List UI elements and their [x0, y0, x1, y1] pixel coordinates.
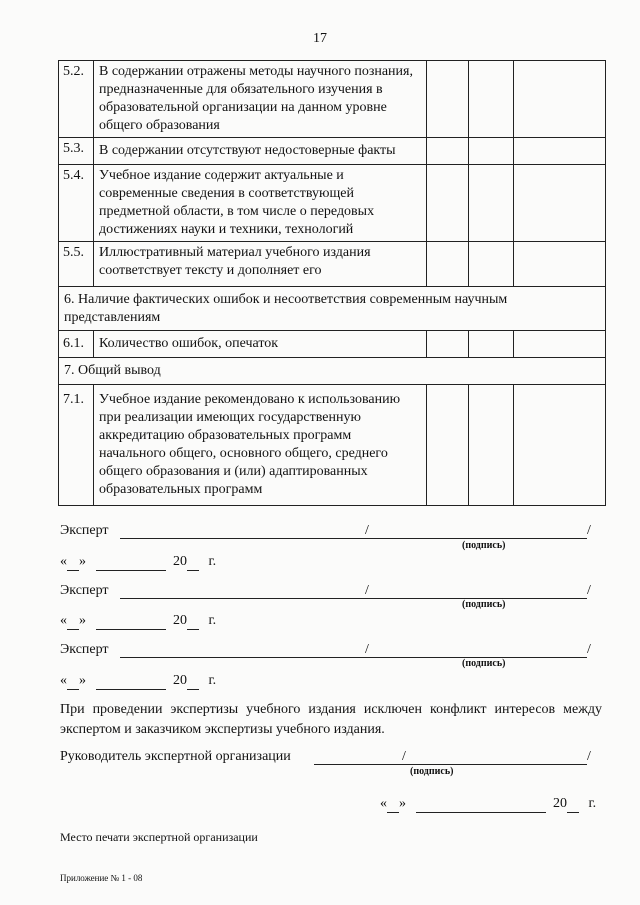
criterion-text: В содержании отсутствуют недостоверные факты [94, 138, 427, 165]
expert-date [60, 553, 216, 571]
expert-date [60, 612, 216, 630]
mark-cell [427, 138, 469, 165]
stamp-note: Место печати экспертной организации [60, 830, 258, 844]
table-section-row [59, 287, 606, 331]
year-suffix: г. [208, 554, 217, 569]
criteria-table [58, 60, 606, 506]
year-prefix: 20 [553, 796, 567, 811]
expert-signature-line [60, 641, 604, 661]
row-number: 6.1. [59, 331, 94, 358]
year-prefix: 20 [173, 613, 187, 628]
table-row [59, 138, 606, 165]
mark-cell [469, 331, 514, 358]
table-row [59, 385, 606, 506]
table-row [59, 331, 606, 358]
signature-caption: (подпись) [462, 599, 506, 610]
slash: / [402, 749, 406, 764]
mark-cell [469, 385, 514, 506]
slash: / [365, 583, 369, 598]
expert-date [60, 672, 216, 690]
slash: / [587, 749, 591, 764]
comment-cell [514, 385, 606, 506]
year-suffix: г. [208, 613, 217, 628]
mark-cell [427, 165, 469, 242]
slash: / [365, 523, 369, 538]
comment-cell [514, 138, 606, 165]
comment-cell [514, 331, 606, 358]
comment-cell [514, 61, 606, 138]
month-field[interactable] [416, 796, 546, 813]
expert-label: Эксперт [60, 642, 109, 657]
expert-signature-line [60, 582, 604, 602]
year-field[interactable] [187, 673, 199, 690]
page-number: 17 [313, 31, 327, 46]
month-field[interactable] [96, 613, 166, 630]
attachment-note: Приложение № 1 - 08 [60, 873, 143, 883]
mark-cell [469, 242, 514, 287]
row-number: 5.3. [59, 138, 94, 165]
date-open: « [60, 673, 67, 688]
year-field[interactable] [187, 554, 199, 571]
slash: / [365, 642, 369, 657]
comment-cell [514, 165, 606, 242]
section-heading: 6. Наличие фактических ошибок и несоответствия современным научным представлениям [59, 287, 606, 331]
row-number: 5.5. [59, 242, 94, 287]
signature-caption: (подпись) [462, 540, 506, 551]
criterion-text: В содержании отражены методы научного познания, предназначенные для обязательного изучения в образовательной организации на данном уровне общего образования [94, 61, 427, 138]
expert-signature-field[interactable] [375, 582, 587, 599]
head-signature-line [60, 748, 604, 768]
expert-label: Эксперт [60, 583, 109, 598]
date-open: « [60, 554, 67, 569]
expert-signature-field[interactable] [375, 522, 587, 539]
expert-label: Эксперт [60, 523, 109, 538]
conflict-of-interest-statement: При проведении экспертизы учебного издания исключен конфликт интересов между экспертом и заказчиком экспертизы учебного издания. [60, 702, 602, 737]
date-close: » [79, 613, 86, 628]
mark-cell [469, 165, 514, 242]
expert-signature-line [60, 522, 604, 542]
criterion-text: Учебное издание рекомендовано к использованию при реализации имеющих государственную аккредитацию образовательных программ начального общего, основного общего, среднего общего образования и (или) адаптированных образовательных программ [94, 385, 427, 506]
year-suffix: г. [588, 796, 597, 811]
head-date [380, 795, 596, 813]
mark-cell [469, 138, 514, 165]
day-field[interactable] [67, 613, 79, 630]
date-close: » [79, 673, 86, 688]
row-number: 7.1. [59, 385, 94, 506]
criterion-text: Количество ошибок, опечаток [94, 331, 427, 358]
year-field[interactable] [567, 796, 579, 813]
year-suffix: г. [208, 673, 217, 688]
mark-cell [427, 242, 469, 287]
date-open: « [380, 796, 387, 811]
day-field[interactable] [67, 673, 79, 690]
signature-caption: (подпись) [462, 658, 506, 669]
date-close: » [79, 554, 86, 569]
table-section-row [59, 358, 606, 385]
date-open: « [60, 613, 67, 628]
table-row [59, 165, 606, 242]
section-heading: 7. Общий вывод [59, 358, 606, 385]
signature-caption: (подпись) [410, 766, 454, 777]
mark-cell [427, 61, 469, 138]
month-field[interactable] [96, 554, 166, 571]
row-number: 5.2. [59, 61, 94, 138]
comment-cell [514, 242, 606, 287]
expert-signature-field[interactable] [375, 641, 587, 658]
day-field[interactable] [67, 554, 79, 571]
month-field[interactable] [96, 673, 166, 690]
table-row [59, 242, 606, 287]
date-close: » [399, 796, 406, 811]
year-prefix: 20 [173, 554, 187, 569]
day-field[interactable] [387, 796, 399, 813]
criterion-text: Иллюстративный материал учебного издания соответствует тексту и дополняет его [94, 242, 427, 287]
mark-cell [427, 385, 469, 506]
row-number: 5.4. [59, 165, 94, 242]
head-name-field[interactable] [410, 748, 587, 765]
criterion-text: Учебное издание содержит актуальные и современные сведения в соответствующей предметной области, в том числе о передовых достижениях науки и техники, технологий [94, 165, 427, 242]
mark-cell [427, 331, 469, 358]
year-prefix: 20 [173, 673, 187, 688]
slash: / [587, 583, 591, 598]
slash: / [587, 642, 591, 657]
year-field[interactable] [187, 613, 199, 630]
table-row [59, 61, 606, 138]
head-label: Руководитель экспертной организации [60, 749, 291, 764]
mark-cell [469, 61, 514, 138]
slash: / [587, 523, 591, 538]
